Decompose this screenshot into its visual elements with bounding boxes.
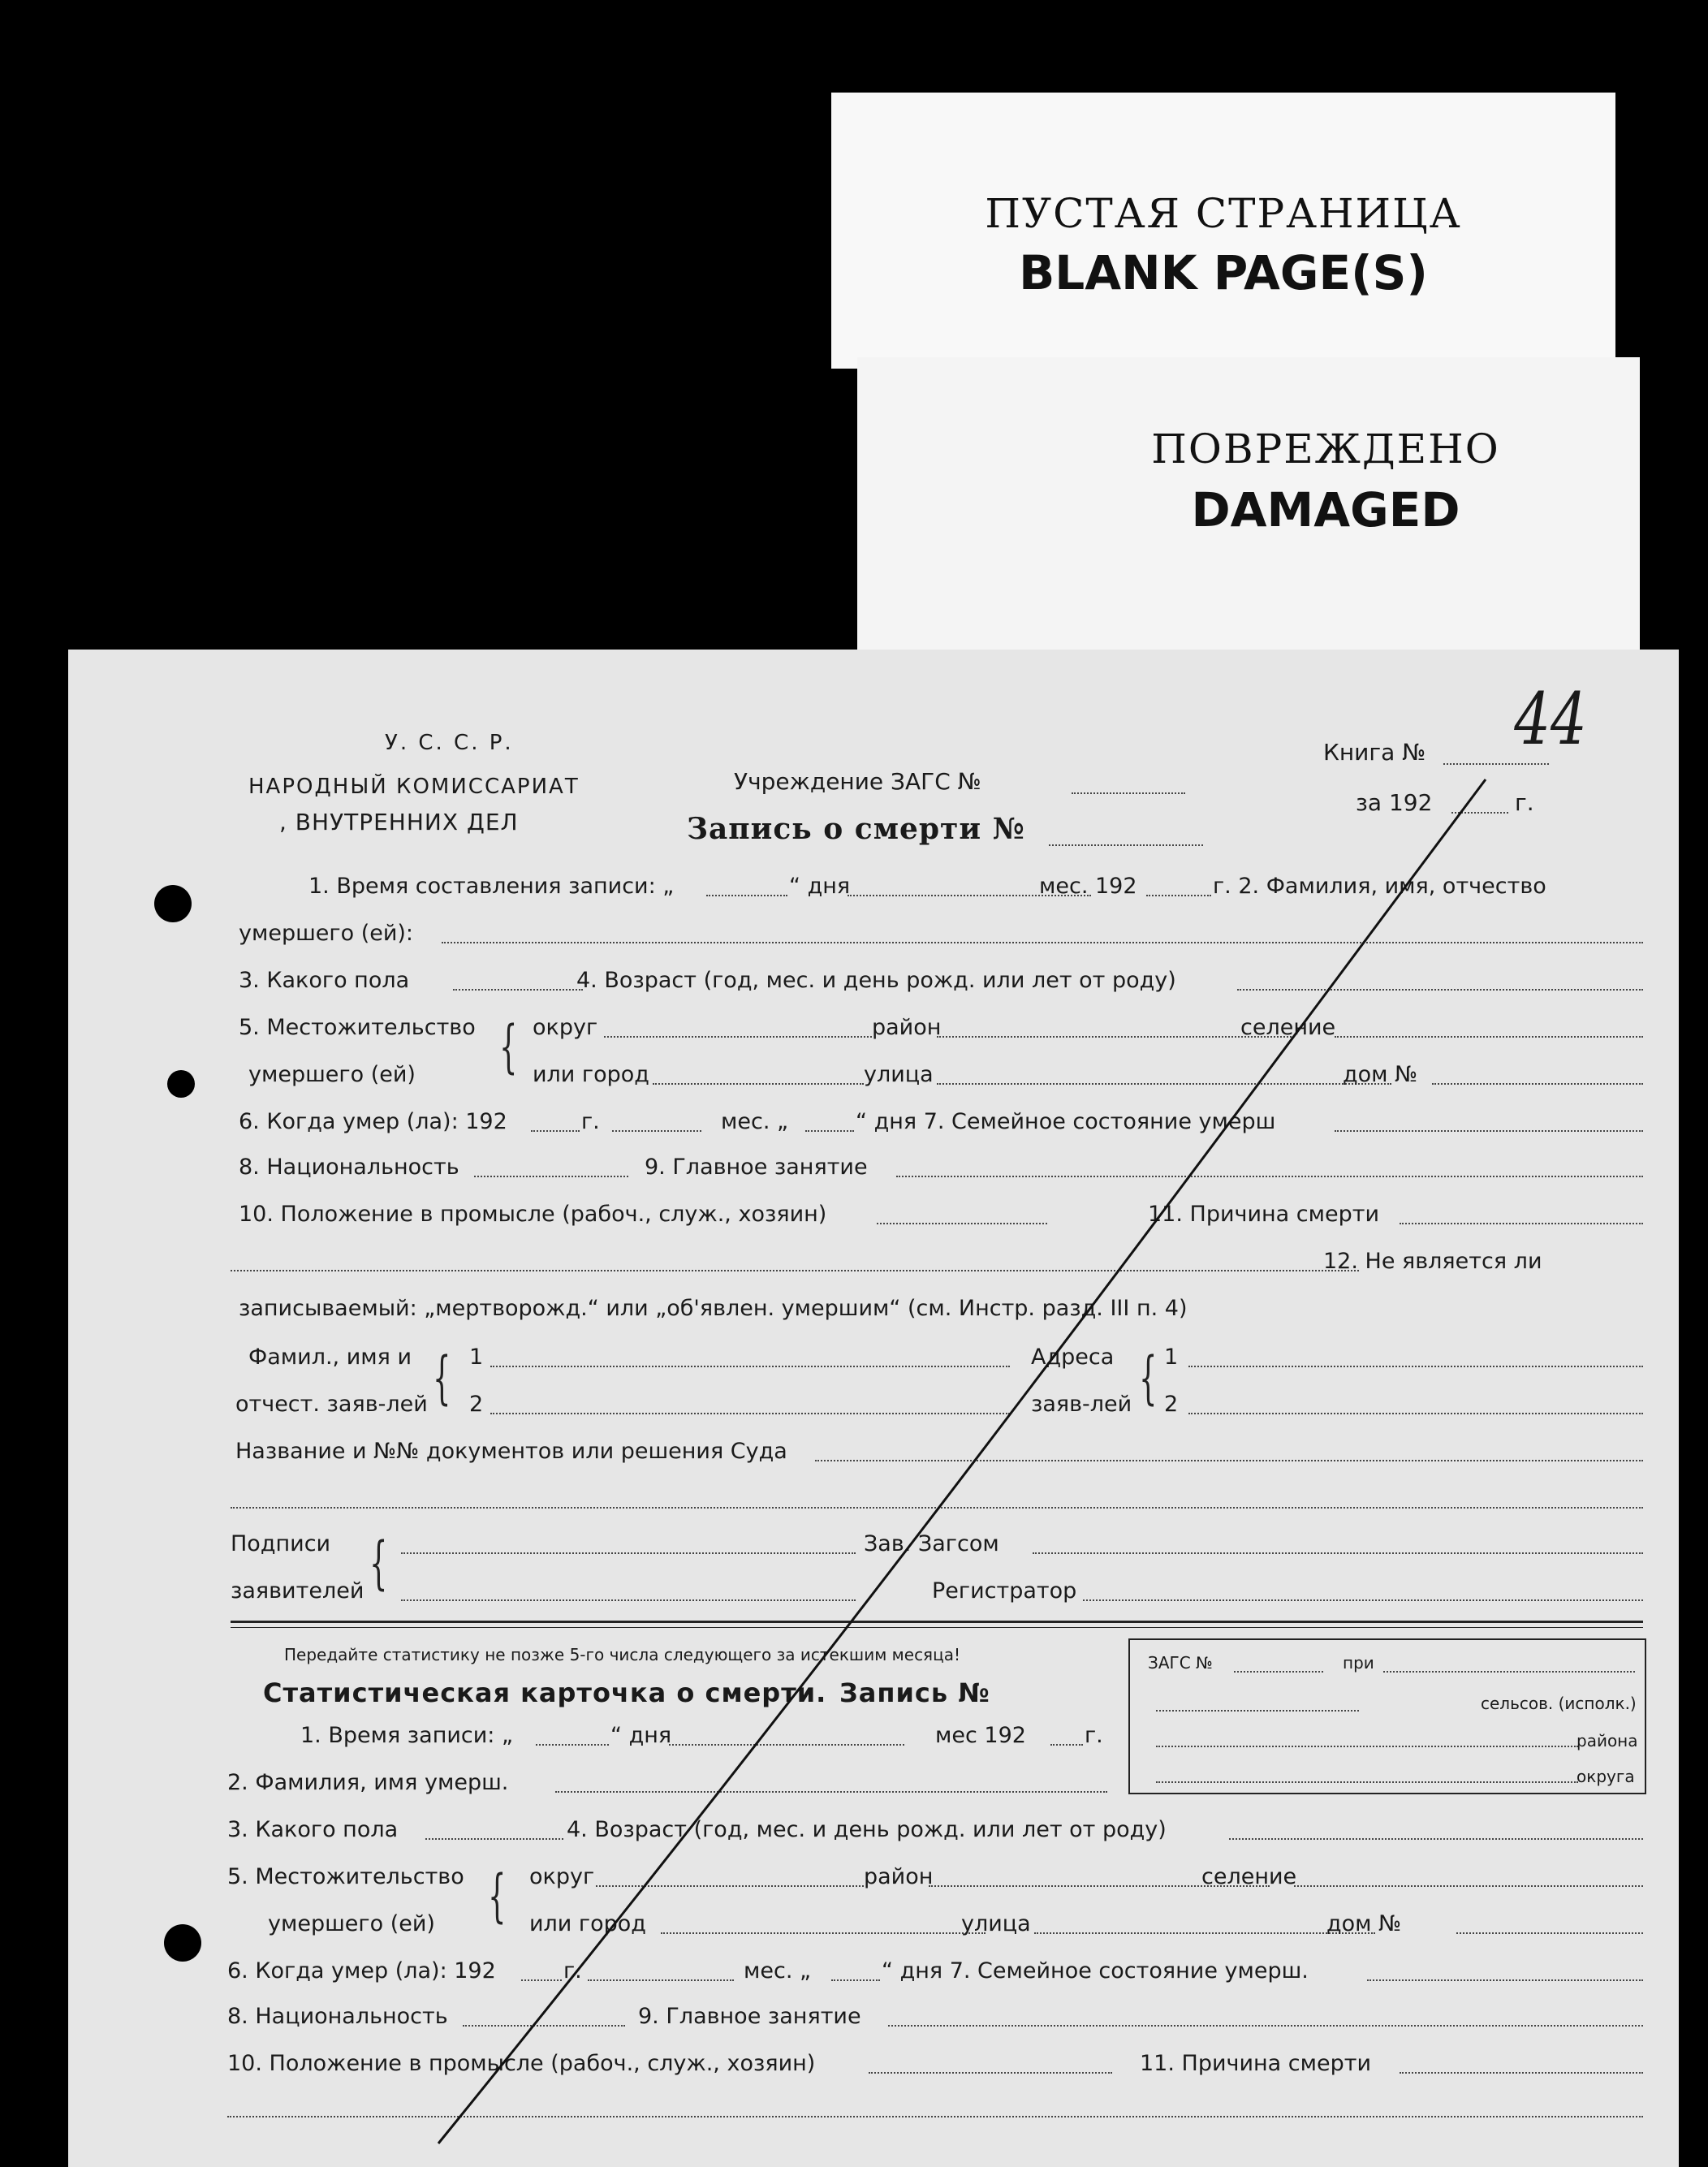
city-label: или город: [533, 1062, 649, 1087]
stat-note: Передайте статистику не позже 5-го числа следующего за истекшим месяца!: [284, 1645, 960, 1664]
stat-line-1: 1. Время записи: „: [300, 1723, 513, 1748]
institution-label: Учреждение ЗАГС №: [734, 768, 981, 795]
line-6-year-suffix: г.: [581, 1109, 600, 1134]
stat-line-2: 2. Фамилия, имя умерш.: [227, 1770, 509, 1795]
raion-label: район: [872, 1015, 942, 1040]
year-suffix: г.: [1515, 789, 1534, 816]
line-1-day: “ дня: [789, 874, 851, 899]
line-1-label: 1. Время составления записи: „: [308, 874, 675, 899]
stat-line-10: 10. Положение в промысле (рабоч., служ., хозяин): [227, 2051, 816, 2076]
line-11-cause: 11. Причина смерти: [1148, 1202, 1380, 1227]
addresses-label-2: заяв-лей: [1031, 1392, 1132, 1417]
punch-hole: [154, 885, 192, 922]
internal-affairs-label: , ВНУТРЕННИХ ДЕЛ: [279, 809, 519, 835]
district-label: округ: [533, 1015, 598, 1040]
form-title: Запись о смерти №: [687, 812, 1025, 846]
line-9-occupation: 9. Главное занятие: [645, 1155, 868, 1180]
damaged-en: DAMAGED: [1191, 482, 1460, 537]
deceased-label: умершего (ей):: [239, 921, 414, 946]
damaged-ru: ПОВРЕЖДЕНО: [1151, 425, 1500, 473]
damaged-note: [857, 357, 1640, 666]
line-4-age: 4. Возраст (год, мес. и день рожд. или лет от роду): [576, 968, 1176, 993]
stat-line-8: 8. Национальность: [227, 2004, 448, 2029]
line-6-when: 6. Когда умер (ла): 192: [239, 1109, 507, 1134]
blank-page-en: BLANK PAGE(S): [1019, 245, 1428, 300]
stat-line-11: 11. Причина смерти: [1140, 2051, 1372, 2076]
applicants-name-label: Фамил., имя и: [248, 1345, 412, 1370]
registrar-label: Регистратор: [932, 1578, 1077, 1604]
punch-hole: [167, 1070, 195, 1098]
stat-line-6-year-suffix: г.: [563, 1958, 582, 1984]
stat-district: округ: [529, 1864, 595, 1889]
stat-line-1-year-suffix: г.: [1085, 1723, 1103, 1748]
stat-record-no: Запись №: [839, 1677, 990, 1708]
death-record-form: У. С. С. Р. НАРОДНЫЙ КОМИССАРИАТ , ВНУТРЕННИХ ДЕЛ Учреждение ЗАГС № Книга № 44 за 192 г. Запись о смерти № 1. Время составления записи: „ “ дня мес. 192 г. 2. Фамилия, имя, отчество умершего (ей): 3. Какого пола 4. Возраст (год, мес. и день рожд. или лет от роду) 5. Местожительство умершего (ей) { округ район селение или город улица дом № 6. Когда умер (ла): 192 г. мес. „ “ дня 7. Семейное состояние умерш 8. Национальность 9. Главное занятие 10. Положение в промысле (рабоч., служ., хозяин) 11. Причина смерти 12. Не является ли записываемый: „мертворожд.“ или „об'явлен. умершим“ (см. Инстр. разд. III п. 4) Фамил., имя и отчест. заяв-лей { 1 2 Адреса заяв-лей { 1 2 Название и №№ документов или решения Суда Подписи заявителей { Зав. Загсом Регистратор Передайте статистику не позже 5-го числа следующего за истекшим месяца! Статистическая карточка о смерти. Запись № ЗАГС № при сельсов. (исполк.) района округа 1. Время записи: „ “ дня мес 192 г. 2. Фамилия, имя умерш. 3. Какого пола 4. Возраст (год, мес. и день рожд. или лет от роду) 5. Местожительство умершего (ей) { округ район селение или город улица дом № 6. Когда умер (ла): 192 г. мес. „ “ дня 7. Семейное состояние умерш. 8. Национальность 9. Главное занятие 10. Положение в промысле (рабоч., служ., хозяин) 11. Причина смерти: [68, 650, 1679, 2167]
stat-city: или город: [529, 1911, 646, 1936]
stat-title: Статистическая карточка о смерти.: [263, 1677, 827, 1708]
book-label: Книга №: [1323, 739, 1426, 766]
line-12-text: записываемый: „мертворожд.“ или „об'явлен. умершим“ (см. Инстр. разд. III п. 4): [239, 1296, 1188, 1321]
documents-label: Название и №№ документов или решения Суда: [235, 1439, 787, 1464]
address-1-num: 1: [1164, 1345, 1179, 1370]
stat-village: селение: [1201, 1864, 1297, 1889]
line-5-deceased: умершего (ей): [248, 1062, 416, 1087]
applicant-1-num: 1: [469, 1345, 484, 1370]
handwritten-number: 44: [1514, 677, 1587, 761]
signatures-label-2: заявителей: [231, 1578, 364, 1604]
stat-box-okrug: округа: [1576, 1767, 1635, 1786]
line-12-label: 12. Не является ли: [1323, 1249, 1542, 1274]
applicant-2-num: 2: [469, 1392, 484, 1417]
line-6-month: мес. „: [721, 1109, 788, 1134]
line-5-residence: 5. Местожительство: [239, 1015, 476, 1040]
ussr-label: У. С. С. Р.: [385, 731, 514, 755]
stat-box-raion: района: [1576, 1731, 1638, 1750]
stat-raion: район: [864, 1864, 934, 1889]
line-2-label: г. 2. Фамилия, имя, отчество: [1213, 874, 1546, 899]
stat-box-council: сельсов. (исполк.): [1481, 1694, 1637, 1713]
stat-line-6: 6. Когда умер (ла): 192: [227, 1958, 496, 1984]
stat-box-zags: ЗАГС №: [1148, 1653, 1213, 1673]
stat-line-5-deceased: умершего (ей): [268, 1911, 435, 1936]
stat-line-1-day: “ дня: [610, 1723, 672, 1748]
for-year-label: за 192: [1356, 789, 1433, 816]
address-2-num: 2: [1164, 1392, 1179, 1417]
blank-page-note: [831, 93, 1615, 369]
addresses-label: Адреса: [1031, 1345, 1115, 1370]
stat-line-4: 4. Возраст (год, мес. и день рожд. или лет от роду): [567, 1817, 1167, 1842]
zags-head-label: Зав. Загсом: [864, 1531, 999, 1556]
stat-line-1-month: мес 192: [935, 1723, 1026, 1748]
blank-page-ru: ПУСТАЯ СТРАНИЦА: [985, 190, 1462, 237]
line-10-position: 10. Положение в промысле (рабоч., служ., хозяин): [239, 1202, 827, 1227]
line-3-sex: 3. Какого пола: [239, 968, 410, 993]
stat-box-at: при: [1343, 1653, 1374, 1673]
stat-line-7: “ дня 7. Семейное состояние умерш.: [882, 1958, 1309, 1984]
stat-line-5: 5. Местожительство: [227, 1864, 464, 1889]
stat-line-3: 3. Какого пола: [227, 1817, 399, 1842]
village-label: селение: [1240, 1015, 1336, 1040]
stat-line-6-month: мес. „: [744, 1958, 811, 1984]
commissariat-label: НАРОДНЫЙ КОМИССАРИАТ: [248, 775, 580, 799]
signatures-label: Подписи: [231, 1531, 331, 1556]
stat-street: улица: [961, 1911, 1031, 1936]
line-7-family: “ дня 7. Семейное состояние умерш: [856, 1109, 1276, 1134]
house-label: дом №: [1343, 1062, 1418, 1087]
applicants-name-label-2: отчест. заяв-лей: [235, 1392, 428, 1417]
line-1-month: мес. 192: [1039, 874, 1137, 899]
stat-line-9: 9. Главное занятие: [638, 2004, 861, 2029]
line-8-nationality: 8. Национальность: [239, 1155, 459, 1180]
punch-hole: [164, 1924, 201, 1962]
street-label: улица: [864, 1062, 934, 1087]
stat-house: дом №: [1326, 1911, 1402, 1936]
